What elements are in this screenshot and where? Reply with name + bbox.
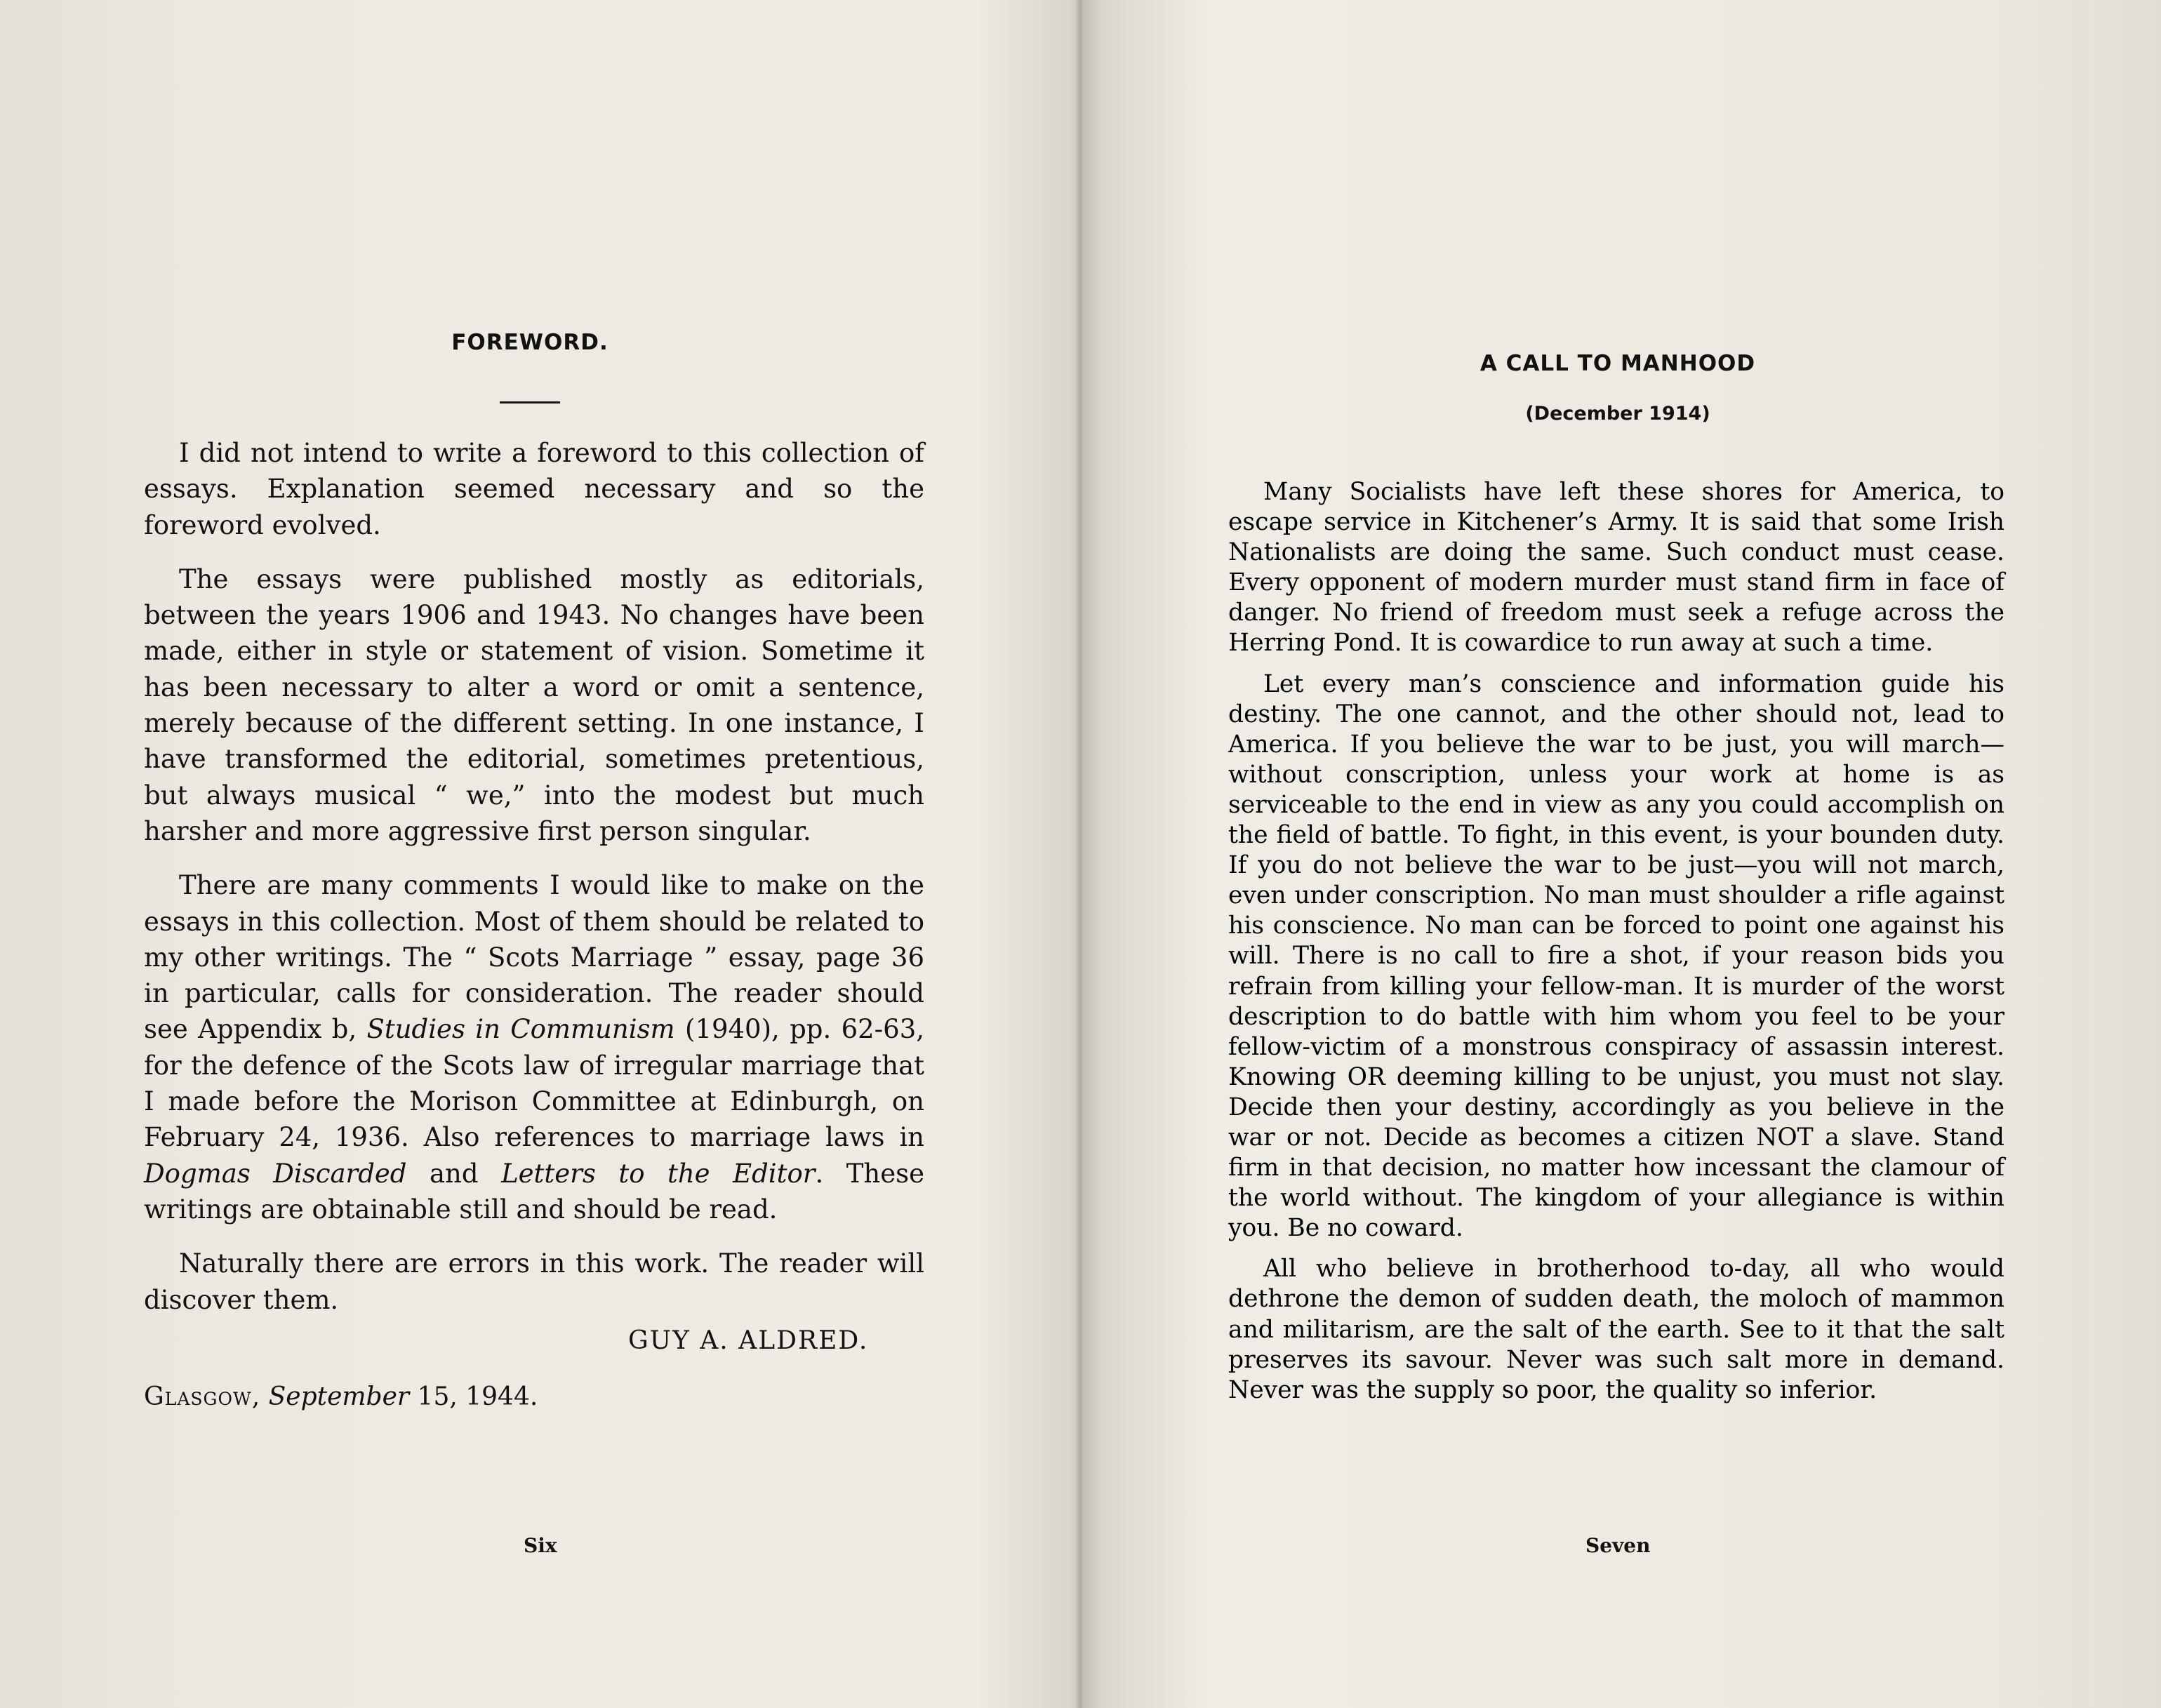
foreword-text: . These writings are obtainable still and should be read. xyxy=(144,1158,924,1225)
chapter-title: A CALL TO MANHOOD xyxy=(1480,351,1756,376)
dateline xyxy=(144,1382,538,1411)
foreword-text: There are many comments I would like to make on the essays in this collection. Most of them should be related to my other writings. The “ Scots Marriage ” essay, page 36 in particular, calls for consideration. The reader should see Appendix b, xyxy=(144,870,924,1045)
foreword-paragraph: Naturally there are errors in this work. The reader will discover them. xyxy=(144,1248,924,1315)
foreword-body xyxy=(144,435,924,1318)
chapter-paragraph: Many Socialists have left these shores for America, to escape service in Kitchener’s Army. It is said that some Irish Nationalists are doing the same. Such conduct must cease. Every opponent of modern murder must stand firm in face of danger. No friend of freedom must seek a refuge across the Herring Pond. It is cowardice to run away at such a time. xyxy=(1228,478,2004,658)
foreword-text: and xyxy=(429,1158,479,1189)
chapter-body xyxy=(1228,477,2004,1406)
left-page xyxy=(0,0,1077,1708)
book-title-dogmas-discarded: Dogmas Discarded xyxy=(144,1158,407,1189)
chapter-paragraph: All who believe in brotherhood to-day, all who would dethrone the demon of sudden death, the moloch of mammon and militarism, are the salt of the earth. See to it that the salt preserves its savour. Never was such salt more in demand. Never was the supply so poor, the quality so inferior. xyxy=(1228,1255,2004,1404)
foreword-rule xyxy=(500,401,560,403)
dateline-month: September xyxy=(268,1382,410,1411)
foreword-heading: FOREWORD. xyxy=(451,330,609,355)
foreword-text: (1940), pp. 62-63, for the defence of the Scots law of irregular marriage that I made before the Morison Committee at Edinburgh, on February 24, 1936. Also references to marriage laws in xyxy=(144,1014,925,1153)
dateline-place: Glasgow, xyxy=(144,1382,261,1411)
author-signature: GUY A. ALDRED. xyxy=(628,1326,869,1355)
chapter-subtitle: (December 1914) xyxy=(1525,403,1710,425)
page-number: Seven xyxy=(1585,1534,1651,1557)
page-number: Six xyxy=(524,1534,557,1557)
book-title-studies-in-communism: Studies in Communism xyxy=(366,1014,675,1045)
dateline-rest: 15, 1944. xyxy=(417,1382,538,1411)
book-title-letters-to-the-editor: Letters to the Editor xyxy=(501,1158,816,1189)
foreword-paragraph: I did not intend to write a foreword to this collection of essays. Explanation seemed necessary and so the foreword evolved. xyxy=(144,438,924,540)
chapter-paragraph: Let every man’s conscience and information guide his destiny. The one cannot, and the other should not, lead to America. If you believe the war to be just, you will march—without conscription, unless your work at home is as serviceable to the end in view as any you could accomplish on the field of battle. To fight, in this event, is your bounden duty. If you do not believe the war to be just—you will not march, even under conscription. No man must shoulder a rifle against his conscience. No man can be forced to point one against his will. There is no call to fire a shot, if your reason bids you refrain from killing your fellow-man. It is murder of the worst description to do battle with him whom you feel to be your fellow-victim of a monstrous conspiracy of assassin interest. Knowing OR deeming killing to be unjust, you must not slay. Decide then your destiny, accordingly as you believe in the war or not. Decide as becomes a citizen NOT a slave. Stand firm in that decision, no matter how incessant the clamour of the world without. The kingdom of your allegiance is within you. Be no coward. xyxy=(1228,669,2004,1243)
foreword-paragraph xyxy=(144,867,924,1227)
foreword-paragraph: The essays were published mostly as editorials, between the years 1906 and 1943. No changes have been made, either in style or statement of vision. Sometime it has been necessary to alter a word or omit a sentence, merely because of the different setting. In one instance, I have transformed the editorial, sometimes pretentious, but always musical “ we,” into the modest but much harsher and more aggressive first person singular. xyxy=(144,563,924,846)
